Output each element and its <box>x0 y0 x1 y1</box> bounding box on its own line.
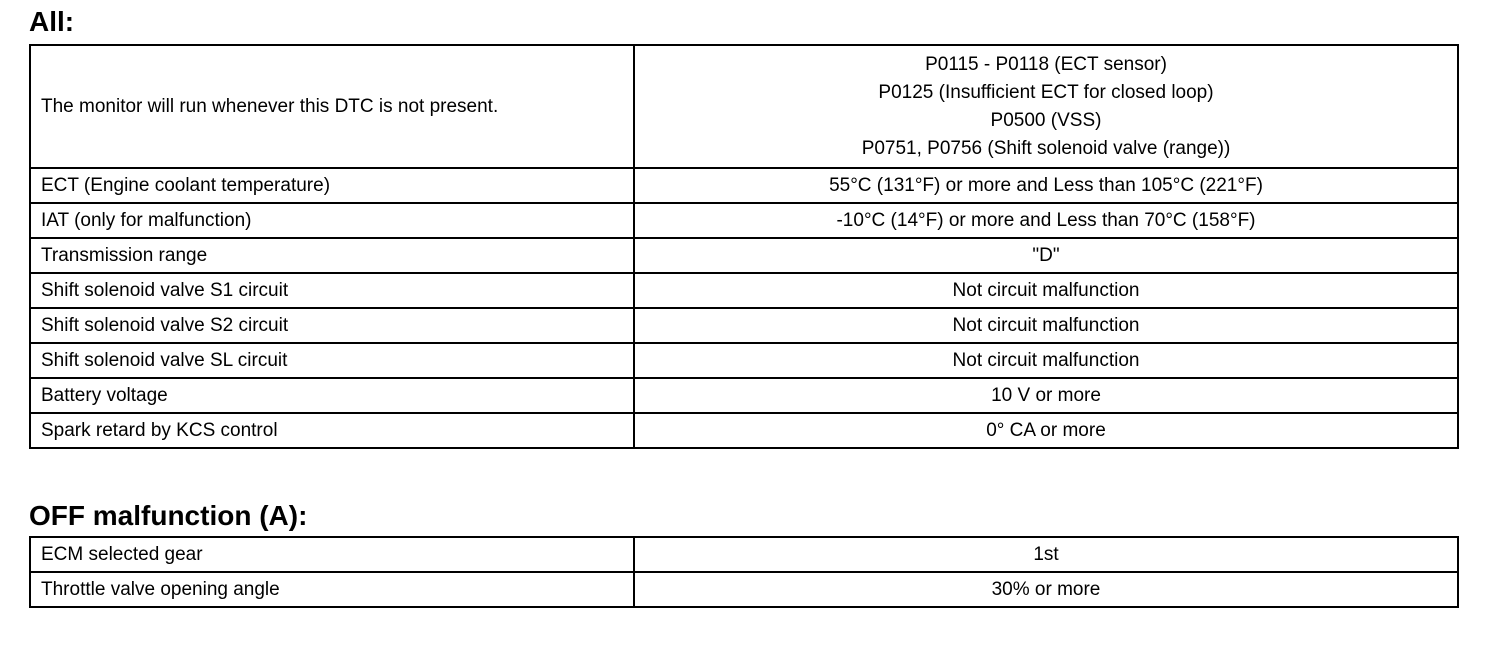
condition-value <box>634 45 1458 168</box>
value-line: P0125 (Insufficient ECT for closed loop) <box>878 81 1214 103</box>
table-row <box>30 203 1458 238</box>
table-row <box>30 45 1458 168</box>
table-row <box>30 273 1458 308</box>
table-row <box>30 238 1458 273</box>
condition-label: The monitor will run whenever this DTC is not present. <box>30 45 634 168</box>
table-row <box>30 308 1458 343</box>
condition-value: Not circuit malfunction <box>634 343 1458 378</box>
value-line: P0115 - P0118 (ECT sensor) <box>925 53 1167 75</box>
condition-value: 55°C (131°F) or more and Less than 105°C (221°F) <box>634 168 1458 203</box>
condition-value: Not circuit malfunction <box>634 308 1458 343</box>
condition-label: Shift solenoid valve SL circuit <box>30 343 634 378</box>
condition-value: 0° CA or more <box>634 413 1458 448</box>
table-row <box>30 168 1458 203</box>
table-row <box>30 572 1458 607</box>
condition-value: "D" <box>634 238 1458 273</box>
condition-label: Transmission range <box>30 238 634 273</box>
value-line: P0751, P0756 (Shift solenoid valve (range)) <box>861 137 1231 159</box>
conditions-table-all <box>29 44 1459 449</box>
condition-value: Not circuit malfunction <box>634 273 1458 308</box>
conditions-table-off-malfunction <box>29 536 1459 608</box>
condition-label: Spark retard by KCS control <box>30 413 634 448</box>
section-title-off-malfunction: OFF malfunction (A): <box>29 500 308 531</box>
table-row <box>30 378 1458 413</box>
table-row <box>30 537 1458 572</box>
table-row <box>30 413 1458 448</box>
condition-value: 10 V or more <box>634 378 1458 413</box>
condition-value: 30% or more <box>634 572 1458 607</box>
condition-label: ECT (Engine coolant temperature) <box>30 168 634 203</box>
value-line: P0500 (VSS) <box>990 109 1102 131</box>
condition-label: Shift solenoid valve S2 circuit <box>30 308 634 343</box>
condition-label: ECM selected gear <box>30 537 634 572</box>
condition-label: Throttle valve opening angle <box>30 572 634 607</box>
condition-label: Battery voltage <box>30 378 634 413</box>
condition-label: Shift solenoid valve S1 circuit <box>30 273 634 308</box>
table-row <box>30 343 1458 378</box>
section-title-all: All: <box>29 6 75 37</box>
condition-value: 1st <box>634 537 1458 572</box>
condition-value: -10°C (14°F) or more and Less than 70°C (158°F) <box>634 203 1458 238</box>
condition-label: IAT (only for malfunction) <box>30 203 634 238</box>
